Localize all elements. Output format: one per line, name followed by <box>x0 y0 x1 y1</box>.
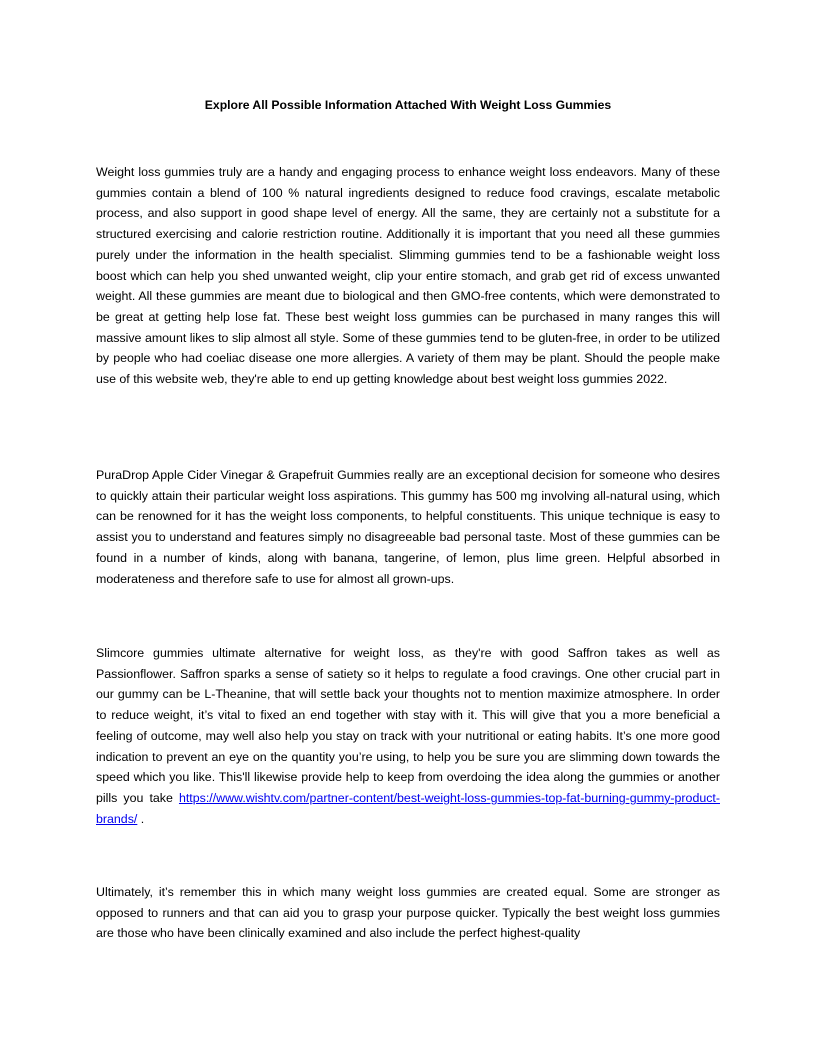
paragraph-2: PuraDrop Apple Cider Vinegar & Grapefruit Gummies really are an exceptional decision for someone who desires to quickly attain their particular weight loss aspirations. This gummy has 500 mg involving all-natural using, which can be renowned for it has the weight loss components, to helpful constituents. This unique technique is easy to assist you to understand and features simply no disagreeable bad personal taste. Most of these gummies can be found in a number of kinds, along with banana, tangerine, of lemon, plus lime green. Helpful absorbed in moderateness and therefore safe to use for almost all grown-ups. <box>96 468 720 586</box>
paragraph-3-text: Slimcore gummies ultimate alternative for weight loss, as they're with good Saffron takes as well as Passionflower. Saffron sparks a sense of satiety so it helps to regulate a food cravings. One other crucial part in our gummy can be L-Theanine, that will settle back your thoughts not to mention maximize atmosphere. In order to reduce weight, it’s vital to fixed an end together with stay with it. This will give that you a more beneficial a feeling of outcome, may well also help you stay on track with your nutritional or eating habits. It’s one more good indication to prevent an eye on the quantity you’re using, to help you be sure you are slimming down towards the speed which you like. This'll likewise provide help to keep from overdoing the idea along the gummies or another pills you take <box>96 646 720 805</box>
paragraph-4: Ultimately, it’s remember this in which many weight loss gummies are created equal. Some are stronger as opposed to runners and that can aid you to grasp your purpose quicker. Typically the best weight loss gummies are those who have been clinically examined and also include the perfect highest-quality <box>96 885 720 941</box>
paragraph-1: Weight loss gummies truly are a handy and engaging process to enhance weight loss endeavors. Many of these gummies contain a blend of 100 % natural ingredients designed to reduce food cravings, escalate metabolic process, and also support in good shape level of energy. All the same, they are certainly not a substitute for a structured exercising and calorie restriction routine. Additionally it is important that you need all these gummies purely under the information in the health specialist. Slimming gummies tend to be a fashionable weight loss boost which can help you shed unwanted weight, clip your entire stomach, and grab get rid of excess unwanted weight. All these gummies are meant due to biological and then GMO-free contents, which were demonstrated to be great at getting help lose fat. These best weight loss gummies can be purchased in many ranges this will massive amount likes to slip almost all style. Some of these gummies tend to be gluten-free, in order to be utilized by people who had coeliac disease one more allergies. A variety of them may be plant. Should the people make use of this website web, they're able to end up getting knowledge about best weight loss gummies 2022. <box>96 165 720 387</box>
article-link[interactable]: https://www.wishtv.com/partner-content/best-weight-loss-gummies-top-fat-burning-gummy-product-brands/ <box>96 790 720 826</box>
document-title: Explore All Possible Information Attached With Weight Loss Gummies <box>204 98 612 112</box>
link-suffix: . <box>137 811 145 826</box>
paragraph-3 <box>96 643 720 829</box>
